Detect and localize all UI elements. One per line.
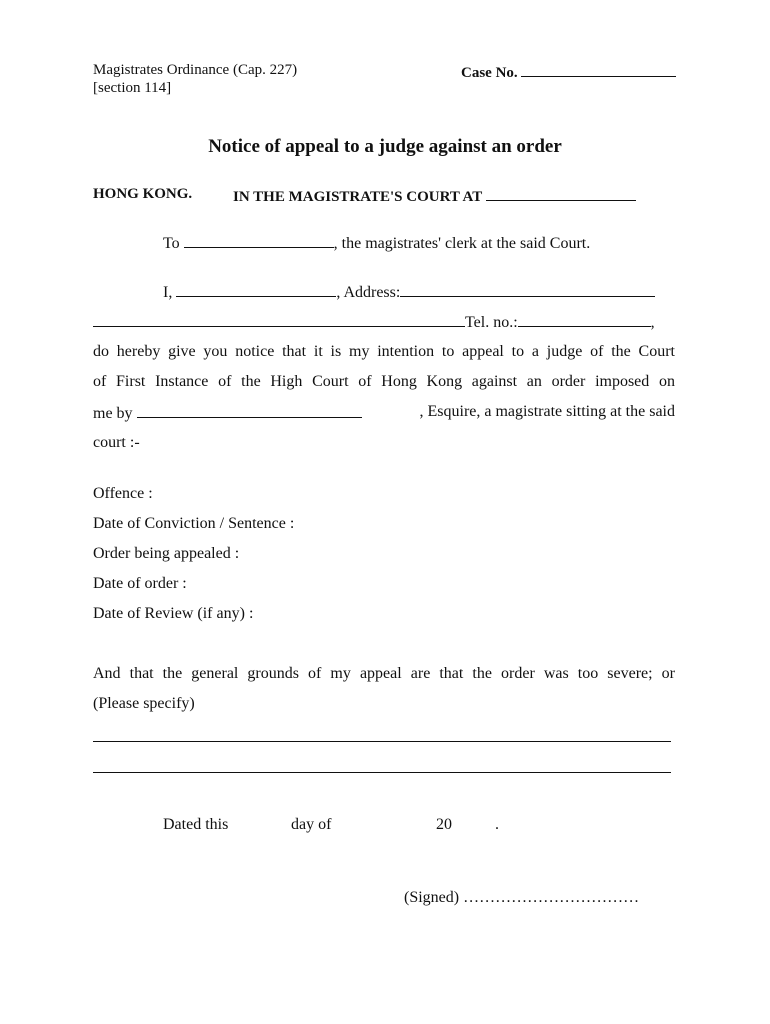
address-tel-line [93, 312, 655, 332]
signed-label: (Signed) [404, 889, 460, 906]
section-reference: [section 114] [93, 80, 172, 96]
case-number-blank[interactable] [521, 62, 676, 77]
tel-suffix: , [650, 314, 655, 331]
tel-label: Tel. no.: [465, 314, 518, 331]
ordinance-reference: Magistrates Ordinance (Cap. 227) [93, 62, 298, 78]
esquire-text: , Esquire, a magistrate sitting at the said [419, 403, 675, 420]
grounds-blank-line-1[interactable] [93, 741, 671, 742]
notice-line-1: do hereby give you notice that it is my intention to appeal to a judge of the Court [93, 343, 675, 360]
grounds-blank-line-2[interactable] [93, 772, 671, 773]
notice-line-4: court :- [93, 434, 140, 451]
i-label: I, [163, 284, 173, 301]
signature-dots: …………………………… [463, 889, 640, 906]
grounds-line-1: And that the general grounds of my appeal are that the order was too severe; or [93, 665, 675, 682]
dated-this-label: Dated this [163, 816, 229, 833]
dated-period: . [495, 816, 499, 833]
appellant-line [163, 282, 655, 302]
conviction-date-label: Date of Conviction / Sentence : [93, 515, 295, 532]
address-continued-blank[interactable] [93, 312, 465, 327]
order-appealed-label: Order being appealed : [93, 545, 240, 562]
magistrate-name-blank[interactable] [137, 403, 362, 418]
clerk-text: , the magistrates' clerk at the said Court. [333, 235, 591, 252]
address-blank[interactable] [400, 282, 655, 297]
grounds-line-2: (Please specify) [93, 695, 195, 712]
year-prefix: 20 [436, 816, 452, 833]
case-number-field[interactable] [461, 62, 676, 82]
order-date-label: Date of order : [93, 575, 187, 592]
page-title: Notice of appeal to a judge against an order [208, 136, 562, 157]
signature-line[interactable] [404, 889, 639, 907]
address-label: , Address: [336, 284, 401, 301]
to-label: To [163, 235, 180, 252]
court-label: IN THE MAGISTRATE'S COURT AT [233, 189, 482, 205]
location-label: HONG KONG. [93, 186, 193, 202]
court-blank[interactable] [486, 186, 636, 201]
tel-blank[interactable] [518, 312, 651, 327]
review-date-label: Date of Review (if any) : [93, 605, 254, 622]
notice-line-2: of First Instance of the High Court of Hong Kong against an order imposed on [93, 373, 675, 390]
court-field[interactable] [233, 186, 636, 206]
clerk-name-blank[interactable] [184, 233, 334, 248]
addressee-line [163, 233, 590, 253]
day-of-label: day of [291, 816, 332, 833]
appellant-name-blank[interactable] [176, 282, 336, 297]
me-by-label: me by [93, 405, 133, 422]
offence-label: Offence : [93, 485, 153, 502]
case-number-label: Case No. [461, 65, 518, 81]
notice-line-3 [93, 403, 675, 423]
